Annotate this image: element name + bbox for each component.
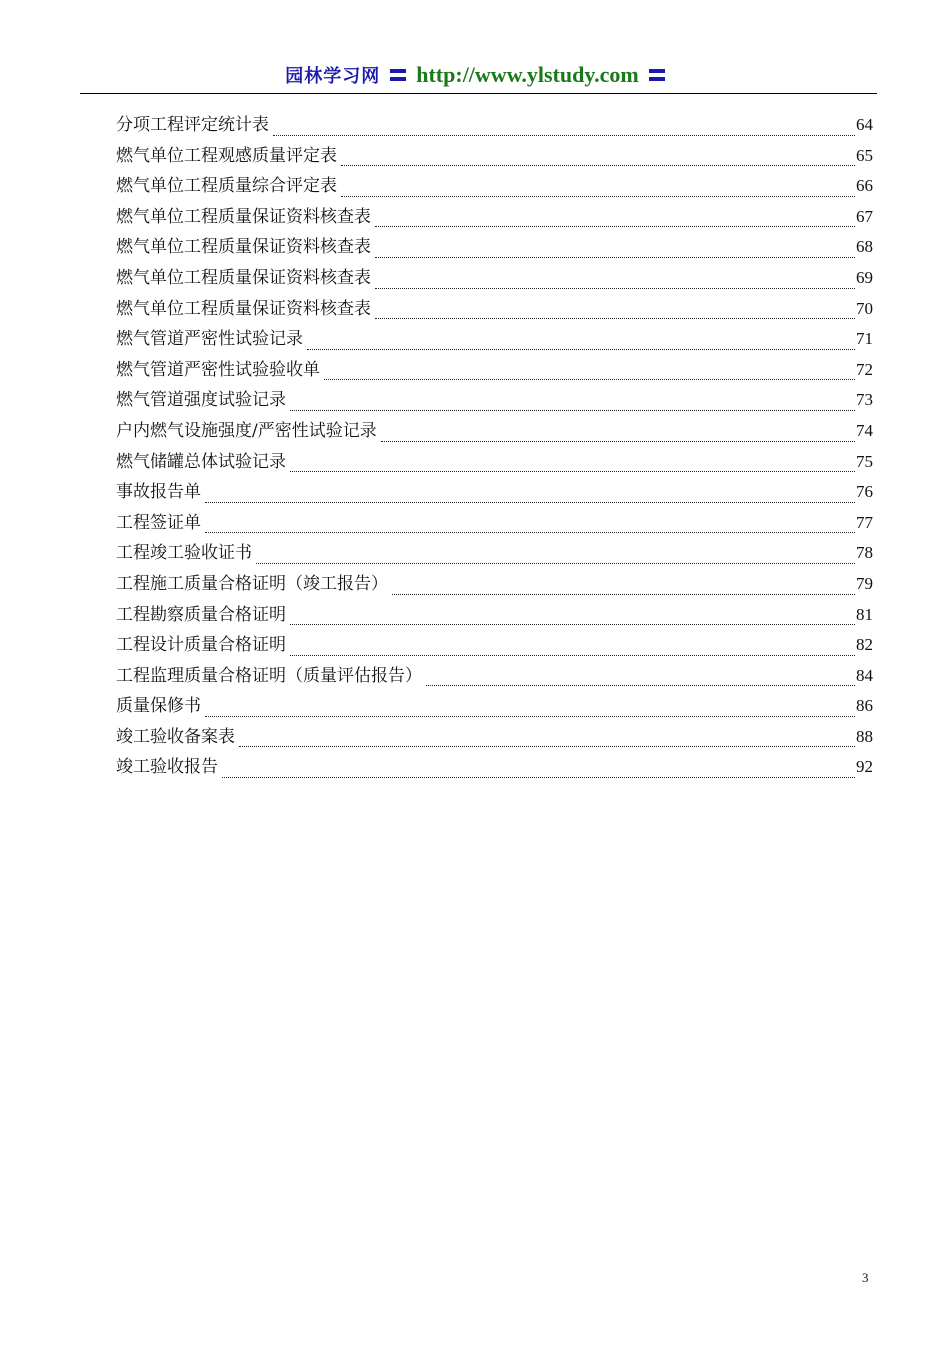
toc-entry-title: 燃气储罐总体试验记录	[116, 451, 286, 472]
page-number: 3	[862, 1270, 869, 1285]
toc-entry-page: 65	[856, 145, 873, 165]
header-divider	[80, 93, 877, 94]
toc-dot-leader	[375, 226, 855, 227]
toc-entry[interactable]	[116, 324, 873, 355]
toc-entry-page: 72	[856, 359, 873, 379]
toc-entry-title: 燃气单位工程质量保证资料核查表	[116, 206, 371, 227]
equiv-bar-icon	[390, 66, 406, 84]
toc-entry[interactable]	[116, 110, 873, 141]
toc-dot-leader	[375, 288, 855, 289]
toc-entry[interactable]	[116, 538, 873, 569]
toc-entry-title: 燃气管道严密性试验记录	[116, 329, 303, 350]
toc-entry-title: 燃气单位工程质量保证资料核查表	[116, 298, 371, 319]
toc-dot-leader	[426, 685, 855, 686]
toc-dot-leader	[205, 716, 855, 717]
toc-entry[interactable]	[116, 263, 873, 294]
toc-entry-page: 86	[856, 696, 873, 716]
toc-dot-leader	[290, 655, 855, 656]
toc-entry[interactable]	[116, 722, 873, 753]
toc-entry-title: 竣工验收报告	[116, 757, 218, 778]
toc-entry-title: 质量保修书	[116, 696, 201, 717]
toc-entry-page: 73	[856, 390, 873, 410]
toc-entry[interactable]	[116, 691, 873, 722]
toc-entry-title: 户内燃气设施强度/严密性试验记录	[116, 420, 377, 441]
toc-entry[interactable]	[116, 294, 873, 325]
toc-entry[interactable]	[116, 661, 873, 692]
toc-entry-title: 事故报告单	[116, 482, 201, 503]
toc-dot-leader	[381, 441, 855, 442]
toc-dot-leader	[392, 594, 855, 595]
toc-entry-page: 68	[856, 237, 873, 257]
toc-entry-title: 工程签证单	[116, 512, 201, 533]
toc-dot-leader	[256, 563, 855, 564]
toc-entry-title: 工程设计质量合格证明	[116, 635, 286, 656]
page-header	[0, 58, 950, 92]
toc-entry-page: 88	[856, 726, 873, 746]
toc-dot-leader	[324, 379, 855, 380]
toc-entry-page: 75	[856, 451, 873, 471]
toc-entry-title: 燃气单位工程质量保证资料核查表	[116, 267, 371, 288]
toc-entry-page: 84	[856, 665, 873, 685]
toc-entry-page: 69	[856, 267, 873, 287]
toc-entry[interactable]	[116, 600, 873, 631]
site-url-link[interactable]: http://www.ylstudy.com	[416, 62, 639, 87]
equiv-bar-icon	[649, 66, 665, 84]
toc-entry[interactable]	[116, 232, 873, 263]
toc-dot-leader	[341, 165, 855, 166]
toc-entry-title: 燃气单位工程质量保证资料核查表	[116, 237, 371, 258]
toc-dot-leader	[375, 257, 855, 258]
toc-dot-leader	[273, 135, 855, 136]
toc-entry[interactable]	[116, 447, 873, 478]
toc-entry-page: 70	[856, 298, 873, 318]
toc-entry[interactable]	[116, 171, 873, 202]
toc-entry[interactable]	[116, 141, 873, 172]
toc-entry-title: 分项工程评定统计表	[116, 115, 269, 135]
toc-entry-title: 燃气单位工程质量综合评定表	[116, 176, 337, 197]
toc-dot-leader	[290, 410, 855, 411]
toc-dot-leader	[222, 777, 855, 778]
toc-entry[interactable]	[116, 355, 873, 386]
toc-entry[interactable]	[116, 416, 873, 447]
toc-dot-leader	[307, 349, 855, 350]
toc-entry[interactable]	[116, 385, 873, 416]
toc-entry-page: 74	[856, 420, 873, 440]
toc-entry[interactable]	[116, 477, 873, 508]
toc-dot-leader	[205, 502, 855, 503]
toc-entry-page: 76	[856, 482, 873, 502]
toc-entry[interactable]	[116, 569, 873, 600]
table-of-contents	[116, 110, 873, 783]
toc-entry[interactable]	[116, 630, 873, 661]
toc-entry-page: 67	[856, 206, 873, 226]
toc-entry-page: 71	[856, 329, 873, 349]
toc-entry-title: 燃气单位工程观感质量评定表	[116, 145, 337, 166]
toc-entry-page: 82	[856, 635, 873, 655]
toc-entry-page: 64	[856, 115, 873, 134]
toc-entry-title: 工程监理质量合格证明（质量评估报告）	[116, 665, 422, 686]
toc-entry-title: 工程施工质量合格证明（竣工报告）	[116, 573, 388, 594]
toc-dot-leader	[205, 532, 855, 533]
toc-entry-page: 78	[856, 543, 873, 563]
toc-dot-leader	[290, 471, 855, 472]
toc-entry[interactable]	[116, 752, 873, 783]
toc-entry-title: 燃气管道严密性试验验收单	[116, 359, 320, 380]
toc-entry-page: 92	[856, 757, 873, 777]
toc-entry[interactable]	[116, 508, 873, 539]
toc-dot-leader	[375, 318, 855, 319]
toc-entry-title: 工程竣工验收证书	[116, 543, 252, 564]
toc-entry-title: 燃气管道强度试验记录	[116, 390, 286, 411]
toc-entry-page: 81	[856, 604, 873, 624]
toc-entry-title: 竣工验收备案表	[116, 726, 235, 747]
toc-entry-page: 66	[856, 176, 873, 196]
toc-dot-leader	[239, 746, 855, 747]
toc-dot-leader	[290, 624, 855, 625]
toc-entry[interactable]	[116, 202, 873, 233]
site-name: 园林学习网	[285, 66, 381, 87]
toc-entry-page: 79	[856, 573, 873, 593]
toc-dot-leader	[341, 196, 855, 197]
toc-entry-page: 77	[856, 512, 873, 532]
toc-entry-title: 工程勘察质量合格证明	[116, 604, 286, 625]
